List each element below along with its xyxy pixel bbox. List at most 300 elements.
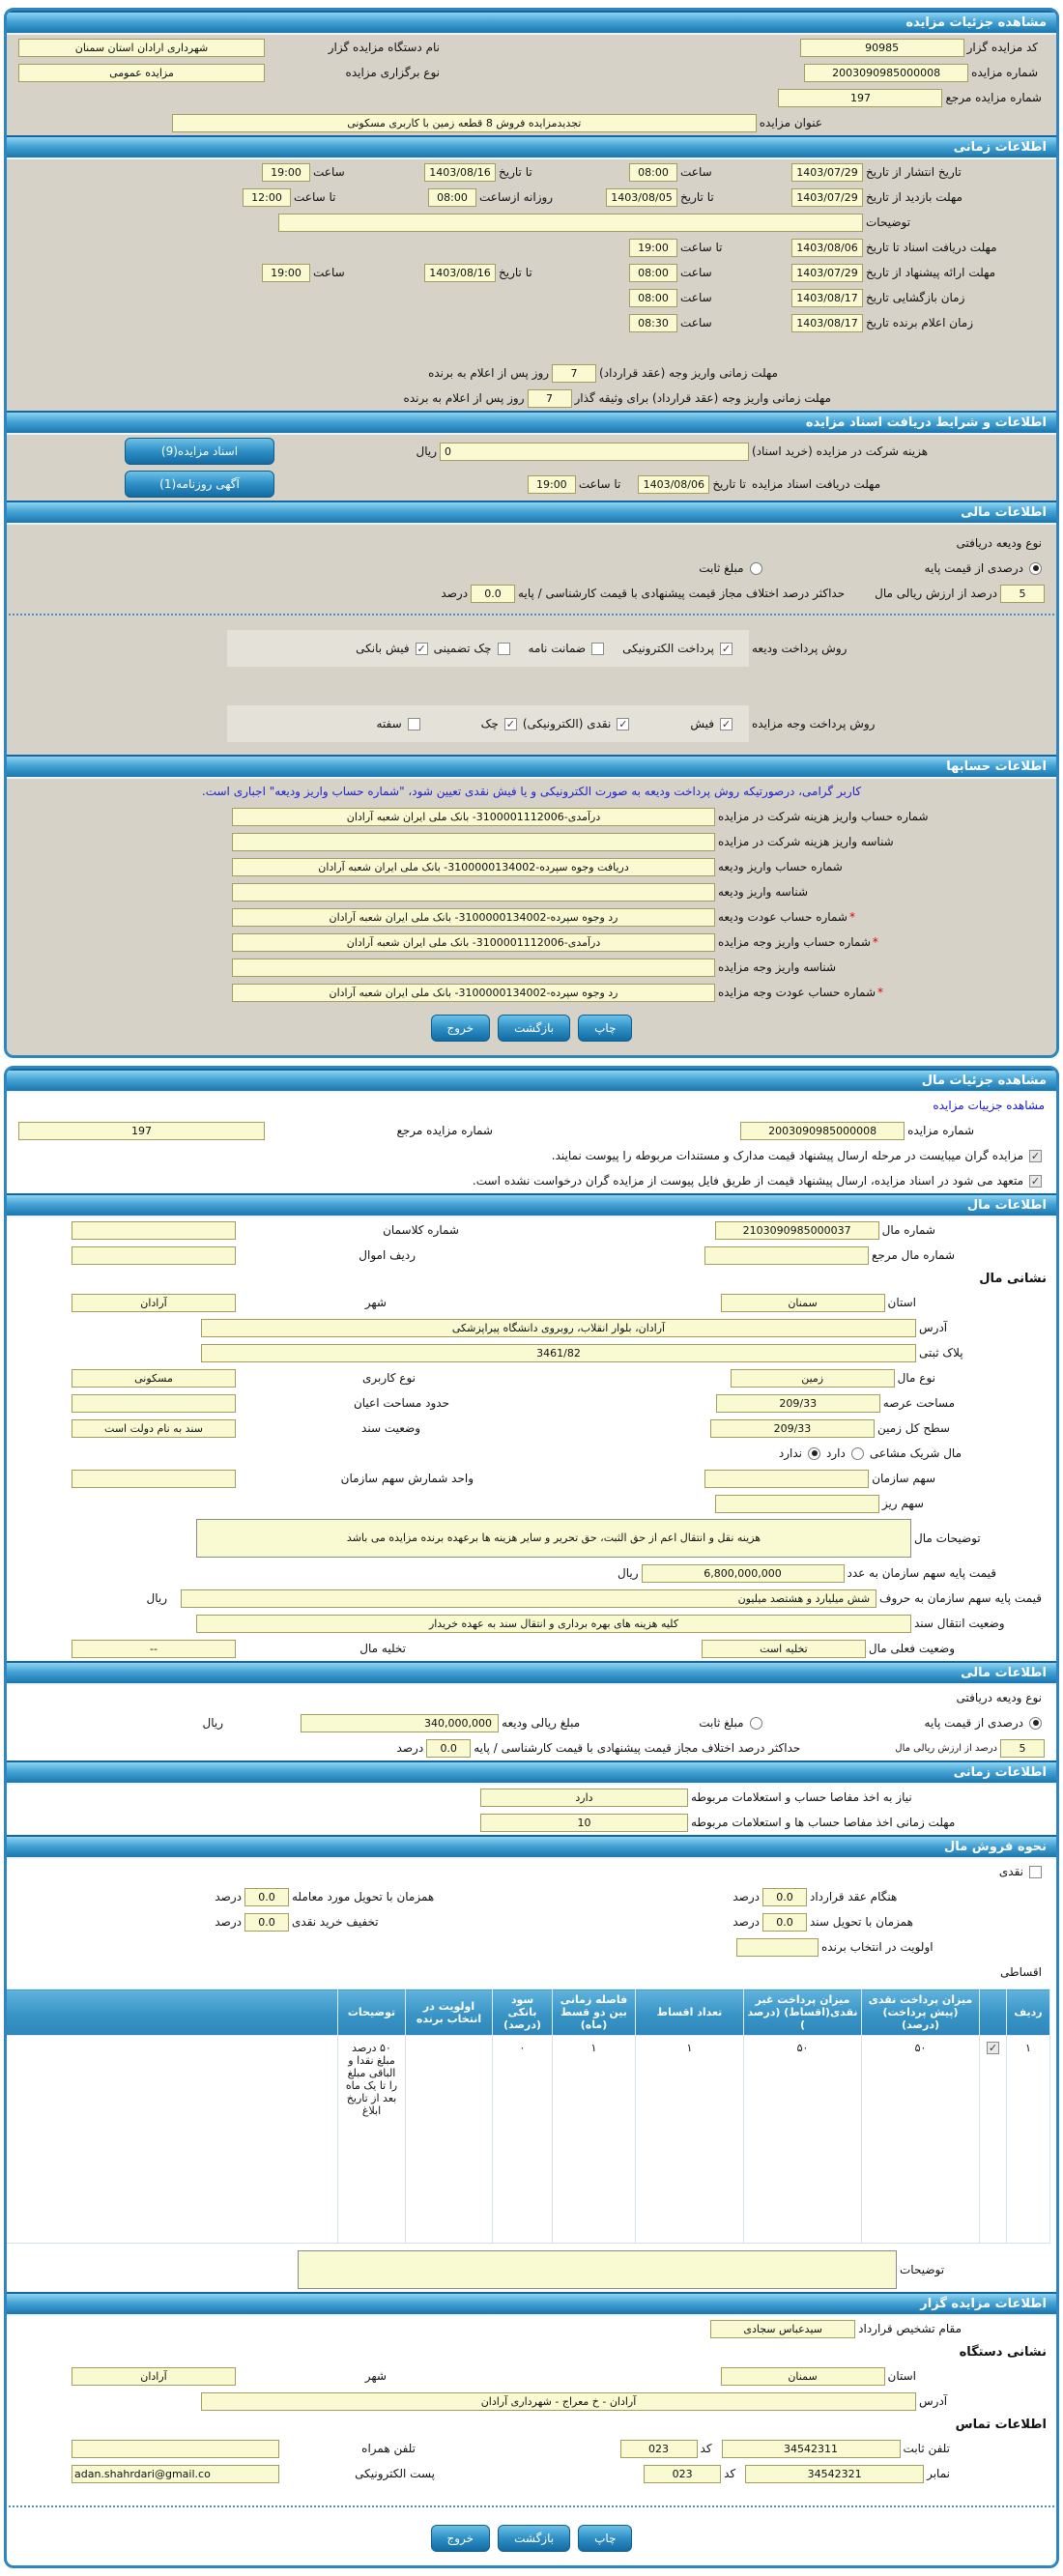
clearance-deadline-input[interactable]: 10 — [480, 1814, 688, 1832]
max-diff-input[interactable]: 0.0 — [426, 1739, 471, 1758]
joint-owner-label: مال شریک مشاعی — [869, 1446, 962, 1460]
contract-authority-input[interactable]: سیدعباس سجادی — [710, 2320, 855, 2338]
row-account-auction-return — [7, 980, 1056, 1005]
total-land-input[interactable]: 209/33 — [710, 1419, 875, 1438]
deposit-return-account-input[interactable]: رد وجوه سپرده-3100000134002- بانک ملی ایران شعبه آرادان — [232, 908, 715, 927]
fixed-amount-radio[interactable] — [750, 562, 762, 575]
fee-account-input[interactable]: درآمدی-3100001112006- بانک ملی ایران شعبه آرادان — [232, 808, 715, 826]
docs-deadline-time-input[interactable]: 19:00 — [629, 239, 677, 257]
percent-of-base-label: درصدی از قیمت پایه — [924, 561, 1023, 575]
auction-number-input[interactable]: 2003090985000008 — [804, 64, 968, 82]
row-guarantor-payment-deadline — [7, 386, 1056, 411]
phone-label: تلفن ثابت — [903, 2442, 950, 2455]
deposit-id-label: شناسه واریز ودیعه — [718, 885, 809, 899]
auction-pay-id-input[interactable] — [232, 959, 715, 977]
cash-sale-label: نقدی — [998, 1865, 1023, 1878]
vacating-label: تخلیه مال — [359, 1642, 406, 1655]
org-share-input[interactable] — [704, 1470, 869, 1488]
fee-account-label: شماره حساب واریز هزینه شرکت در مزایده — [718, 810, 929, 823]
row-docs-receive-deadline — [7, 468, 1056, 501]
fax-code-input[interactable]: 023 — [644, 2465, 721, 2483]
section-title: اطلاعات حسابها — [946, 759, 1047, 774]
opening-time-input[interactable]: 08:00 — [629, 289, 677, 307]
asset-ref-label: شماره مال مرجع — [871, 1248, 955, 1262]
to-hour-label: تا ساعت — [680, 241, 723, 254]
row-account-fee-id — [7, 829, 1056, 854]
section-title: اطلاعات و شرایط دریافت اسناد مزایده — [805, 415, 1047, 430]
fee-deposit-id-input[interactable] — [232, 833, 715, 851]
no-file-offer-label: متعهد می شود در اسناد مزایده، ارسال پیشنهاد قیمت از طریق فایل پیوست از مزایده گران درخواست نشده است. — [472, 1174, 1023, 1188]
row-contract-payment-deadline — [7, 360, 1056, 386]
installment-table — [4, 1989, 1050, 2244]
row-attach-docs-checkbox — [7, 1143, 1056, 1168]
auction-type-input[interactable]: مزایده عمومی — [18, 64, 265, 82]
asset-row-input[interactable] — [72, 1246, 236, 1265]
auction-ref-input[interactable]: 197 — [778, 89, 942, 107]
section-title: اطلاعات مزایده گزار — [920, 2297, 1047, 2311]
cell-select — [980, 2036, 1007, 2244]
to-date-label: تا تاریخ — [712, 477, 746, 491]
fixed-amount-label: مبلغ ثابت — [699, 1716, 744, 1730]
row-cash-checkbox — [7, 1859, 1056, 1884]
winner-priority-input[interactable] — [736, 1938, 819, 1957]
col-bank-interest: سود بانکی (درصد) — [493, 1989, 553, 2036]
row-org-province-city — [7, 2363, 1056, 2389]
panel1-buttons — [7, 1005, 1056, 1055]
org-name-label: نام دستگاه مزایده گزار — [328, 41, 440, 54]
org-share-label: سهم سازمان — [872, 1472, 935, 1485]
contract-authority-label: مقام تشخیص قرارداد — [858, 2322, 962, 2335]
row-base-price-number — [7, 1560, 1056, 1586]
classification-number-input[interactable] — [72, 1221, 236, 1240]
registration-plate-input[interactable]: 3461/82 — [201, 1344, 916, 1362]
guarantee-letter-checkbox[interactable] — [591, 643, 604, 655]
receipt-label: فیش — [690, 717, 714, 730]
offer-from-date-input[interactable]: 1403/07/29 — [791, 264, 863, 282]
attach-docs-checkbox[interactable] — [1029, 1150, 1042, 1162]
auction-title-label: عنوان مزایده — [759, 116, 822, 129]
deed-status-label: وضعیت سند — [361, 1421, 420, 1435]
opening-time-label: زمان بازگشایی تاریخ — [866, 291, 965, 304]
guarantee-letter-label: ضمانت نامه — [528, 642, 587, 655]
hour-label: ساعت — [680, 165, 712, 179]
mobile-input[interactable] — [72, 2440, 279, 2458]
row-percent-value-2 — [7, 1735, 1056, 1760]
row-province-city — [7, 1290, 1056, 1315]
cell-blank — [4, 2036, 338, 2244]
row-deposit-type-2 — [7, 1685, 1056, 1710]
row-installment-heading — [7, 1960, 1056, 1985]
phone-code-input[interactable]: 023 — [620, 2440, 698, 2458]
offer-to-date-input[interactable]: 1403/08/16 — [424, 264, 496, 282]
row-clearance-deadline — [7, 1810, 1056, 1835]
asset-row-label: ردیف اموال — [359, 1248, 416, 1262]
guarantor-payment-label: مهلت زمانی واریز وجه (عقد قرارداد) برای وثیقه گذار — [574, 391, 831, 405]
fax-input[interactable]: 34542321 — [745, 2465, 924, 2483]
row-asset-desc — [7, 1516, 1056, 1560]
days-after-winner-label: روز پس از اعلام به برنده — [403, 391, 525, 405]
time-desc-input[interactable] — [278, 214, 863, 232]
winner-priority-label: اولویت در انتخاب برنده — [821, 1940, 934, 1954]
section-header-auctioneer — [7, 2292, 1056, 2316]
vacating-input[interactable]: -- — [72, 1640, 236, 1658]
auction-payment-method-group — [227, 705, 749, 742]
row-address — [7, 1315, 1056, 1340]
deed-status-input[interactable]: سند به نام دولت است — [72, 1419, 236, 1438]
deposit-amount-input[interactable]: 340,000,000 — [301, 1714, 499, 1732]
panel-title: مشاهده جزئیات مزایده — [905, 15, 1047, 30]
row-participation-fee — [7, 435, 1056, 468]
percent-value-input[interactable]: 5 — [1000, 1739, 1045, 1758]
row-asset-ref — [7, 1243, 1056, 1268]
col-blank — [4, 1989, 338, 2036]
detail-share-input[interactable] — [715, 1495, 879, 1513]
asset-ref-input[interactable] — [704, 1246, 869, 1265]
check-label: چک — [480, 717, 499, 730]
installment-table-row — [4, 2036, 1050, 2244]
dotted-divider — [9, 2505, 1054, 2507]
row-area — [7, 1390, 1056, 1416]
daily-from-hour-label: روزانه ازساعت — [479, 190, 554, 204]
section-title: اطلاعات زمانی — [953, 1765, 1047, 1780]
row-org-address — [7, 2389, 1056, 2414]
code-label: کد — [724, 2467, 736, 2480]
docs-receive-date-input[interactable]: 1403/08/06 — [638, 475, 709, 494]
row-docs-deadline — [7, 235, 1056, 260]
to-hour-label: تا ساعت — [578, 477, 621, 491]
row-deposit-type — [7, 530, 1056, 556]
receipt-checkbox[interactable] — [720, 718, 733, 730]
percent-value-input[interactable]: 5 — [1000, 585, 1045, 603]
org-city-label: شهر — [364, 2369, 387, 2383]
installment-label: اقساطی — [1000, 1965, 1042, 1979]
row-no-file-offer-checkbox — [7, 1168, 1056, 1193]
auction-code-label: کد مزایده گزار — [966, 41, 1038, 54]
to-date-label: تا تاریخ — [680, 190, 714, 204]
row-sale-percents-2 — [7, 1909, 1056, 1934]
docs-receive-deadline-label: مهلت دریافت اسناد مزایده — [752, 477, 881, 491]
auction-docs-button[interactable]: اسناد مزایده(9) — [125, 438, 274, 465]
row-account-auction-pay-id — [7, 955, 1056, 980]
section-header-accounts — [7, 755, 1056, 779]
joint-owner-no-radio[interactable] — [808, 1447, 820, 1460]
fixed-amount-radio[interactable] — [750, 1717, 762, 1730]
row-code-org — [7, 35, 1056, 60]
deposit-method-group — [227, 630, 749, 667]
auction-ref-label: شماره مزایده مرجع — [945, 91, 1042, 104]
asset-desc-label: توضیحات مال — [914, 1531, 981, 1545]
check-checkbox[interactable] — [504, 718, 517, 730]
auction-ref-label: شماره مزایده مرجع — [396, 1124, 493, 1137]
at-deed-label: همزمان با تحویل سند — [810, 1915, 913, 1929]
offer-to-time-input[interactable]: 19:00 — [262, 264, 310, 282]
row-auction-details-link — [7, 1093, 1056, 1118]
deed-transfer-input[interactable]: کلیه هزینه های بهره برداری و انتقال سند به عهده خریدار — [196, 1615, 911, 1633]
visit-from-time-input[interactable]: 08:00 — [428, 188, 476, 207]
city-input[interactable]: آرادان — [72, 1294, 236, 1312]
row-detail-share — [7, 1491, 1056, 1516]
publish-from-time-input[interactable]: 08:00 — [629, 163, 677, 182]
mobile-label: تلفن همراه — [361, 2442, 416, 2455]
max-diff-label: حداکثر درصد اختلاف مجاز قیمت پیشنهادی با قیمت کارشناسی / پایه — [518, 587, 846, 600]
sale-desc-label: توضیحات — [900, 2263, 945, 2276]
winner-time-input[interactable]: 08:30 — [629, 314, 677, 332]
cell-installment-gap: ۱ — [553, 2036, 636, 2244]
org-city-input[interactable]: آرادان — [72, 2367, 236, 2386]
auction-payment-method-label: روش پرداخت وجه مزایده — [752, 717, 876, 730]
percent-label: درصد — [441, 587, 469, 600]
deposit-account-input[interactable]: دریافت وجوه سپرده-3100000134002- بانک ملی ایران شعبه آرادان — [232, 858, 715, 876]
building-area-input[interactable] — [72, 1394, 236, 1413]
total-land-label: سطح کل زمین — [876, 1421, 950, 1435]
asset-type-input[interactable]: زمین — [731, 1369, 895, 1388]
max-diff-input[interactable]: 0.0 — [471, 585, 515, 603]
visit-to-date-input[interactable]: 1403/08/05 — [606, 188, 677, 207]
base-price-words-input[interactable]: شش میلیارد و هشتصد میلیون — [181, 1589, 876, 1608]
offer-from-time-input[interactable]: 08:00 — [629, 264, 677, 282]
winner-time-label: زمان اعلام برنده تاریخ — [866, 316, 973, 329]
percent-label: درصد — [396, 1741, 424, 1755]
detail-share-label: سهم ریز — [881, 1497, 924, 1510]
land-area-label: مساحت عرصه — [882, 1396, 955, 1410]
row-account-deposit — [7, 854, 1056, 879]
cell-bank-interest: ۰ — [493, 2036, 553, 2244]
auction-pay-id-label: شناسه واریز وجه مزایده — [718, 960, 837, 974]
deposit-id-input[interactable] — [232, 883, 715, 902]
contract-payment-label: مهلت زمانی واریز وجه (عقد قرارداد) — [599, 366, 778, 380]
row-ref-number — [7, 85, 1056, 110]
cash-sale-checkbox[interactable] — [1029, 1866, 1042, 1878]
deposit-method-label: روش پرداخت ودیعه — [752, 642, 848, 655]
asset-number-input[interactable]: 2103090985000037 — [715, 1221, 879, 1240]
auction-details-link[interactable]: مشاهده جزییات مزایده — [933, 1099, 1045, 1112]
at-deed-input[interactable]: 0.0 — [762, 1913, 807, 1932]
to-date-label: تا تاریخ — [499, 266, 532, 279]
at-delivery-label: همزمان با تحویل مورد معامله — [292, 1890, 435, 1903]
section-header-asset-details — [7, 1069, 1056, 1093]
joint-owner-yes-radio[interactable] — [851, 1447, 864, 1460]
row-current-status — [7, 1636, 1056, 1661]
current-status-input[interactable]: تخلیه است — [702, 1640, 866, 1658]
percent-of-value-label: درصد از ارزش ریالی مال — [895, 1742, 997, 1754]
joint-owner-yes-label: دارد — [826, 1446, 846, 1460]
org-province-input[interactable]: سمنان — [721, 2367, 885, 2386]
docs-receive-time-input[interactable]: 19:00 — [528, 475, 576, 494]
winner-date-input[interactable]: 1403/08/17 — [791, 314, 863, 332]
row-percent-value — [7, 581, 1056, 606]
auction-return-account-label: * شماره حساب عودت وجه مزایده — [718, 986, 1042, 999]
cash-electronic-label: نقدی (الکترونیکی) — [522, 717, 612, 730]
promissory-note-checkbox[interactable] — [408, 718, 420, 730]
attach-docs-label: مزایده گران میبایست در مرحله ارسال پیشنهاد قیمت مدارک و مستندات مربوطه را پیوست نمایند. — [551, 1149, 1023, 1162]
exit-button[interactable]: خروج — [431, 2525, 491, 2552]
auction-type-label: نوع برگزاری مزایده — [345, 66, 440, 79]
row-deed-transfer — [7, 1611, 1056, 1636]
building-area-label: حدود مساحت اعیان — [353, 1396, 449, 1410]
panel-title: مشاهده جزئیات مال — [921, 1073, 1047, 1088]
auction-title-input[interactable]: تجدیدمزایده فروش 8 قطعه زمین با کاربری مسکونی — [172, 114, 757, 132]
cash-discount-label: تخفیف خرید نقدی — [292, 1915, 379, 1929]
auction-number-input[interactable]: 2003090985000008 — [740, 1122, 905, 1140]
row-publish-time — [7, 159, 1056, 185]
org-share-unit-input[interactable] — [72, 1470, 236, 1488]
deposit-return-account-label: * شماره حساب عودت ودیعه — [718, 910, 1042, 924]
rial-label: ریال — [146, 1591, 168, 1605]
org-address-heading: نشانی دستگاه — [959, 2345, 1047, 2360]
org-share-unit-label: واحد شمارش سهم سازمان — [340, 1472, 474, 1485]
email-input[interactable]: adan.shahrdari@gmail.co — [72, 2465, 279, 2483]
cell-installment-count: ۱ — [636, 2036, 744, 2244]
row-sale-percents-1 — [7, 1884, 1056, 1909]
newspaper-ad-button[interactable]: آگهی روزنامه(1) — [125, 471, 274, 498]
row-account-deposit-return — [7, 904, 1056, 930]
code-label: کد — [700, 2442, 712, 2455]
auction-return-account-input[interactable]: رد وجوه سپرده-3100000134002- بانک ملی ایران شعبه آرادان — [232, 984, 715, 1002]
section-header-financial-2 — [7, 1661, 1056, 1685]
section-header-financial — [7, 501, 1056, 525]
print-button[interactable]: چاپ — [578, 2525, 632, 2552]
percent-of-base-radio[interactable] — [1029, 1717, 1042, 1730]
org-province-label: استان — [887, 2369, 916, 2383]
publish-from-date-input[interactable]: 1403/07/29 — [791, 163, 863, 182]
dotted-divider — [9, 614, 1054, 615]
to-hour-label: تا ساعت — [294, 190, 336, 204]
row-asset-number — [7, 1217, 1056, 1243]
bank-receipt-label: فیش بانکی — [356, 642, 410, 655]
contact-info-heading: اطلاعات تماس — [955, 2418, 1047, 2432]
usage-type-input[interactable]: مسکونی — [72, 1369, 236, 1388]
row-winner-announce-time — [7, 310, 1056, 335]
phone-input[interactable]: 34542311 — [722, 2440, 901, 2458]
electronic-payment-label: پرداخت الکترونیکی — [622, 642, 714, 655]
days-after-winner-label: روز پس از اعلام به برنده — [428, 366, 550, 380]
time-desc-label: توضیحات — [866, 215, 911, 229]
base-price-number-label: قیمت پایه سهم سازمان به عدد — [847, 1566, 996, 1580]
electronic-payment-checkbox[interactable] — [720, 643, 733, 655]
asset-type-label: نوع مال — [897, 1371, 935, 1385]
base-price-number-input[interactable]: 6,800,000,000 — [642, 1564, 845, 1583]
rial-label: ریال — [618, 1566, 639, 1580]
section-header-auction-details — [7, 11, 1056, 35]
asset-desc-textarea[interactable]: هزینه نقل و انتقال اعم از حق الثبت، حق تحریر و سایر هزینه ها برعهده برنده مزایده می باشد — [196, 1519, 911, 1558]
sale-desc-textarea[interactable] — [298, 2250, 897, 2289]
row-asset-type-usage — [7, 1365, 1056, 1390]
publish-to-time-input[interactable]: 19:00 — [262, 163, 310, 182]
row-number-type — [7, 60, 1056, 85]
org-address-input[interactable]: آرادان - خ معراج - شهرداری آرادان — [201, 2392, 916, 2411]
clearance-need-input[interactable]: دارد — [480, 1789, 688, 1807]
cell-cash-percent: ۵۰ — [862, 2036, 980, 2244]
hour-label: ساعت — [680, 316, 712, 329]
section-header-time-info-2 — [7, 1760, 1056, 1785]
section-title: نحوه فروش مال — [944, 1840, 1047, 1854]
row-clearance-need — [7, 1785, 1056, 1810]
col-select — [980, 1989, 1007, 2036]
hour-label: ساعت — [313, 165, 345, 179]
at-contract-input[interactable]: 0.0 — [762, 1888, 807, 1906]
row-fax — [7, 2461, 1056, 2486]
auction-ref-input[interactable]: 197 — [18, 1122, 265, 1140]
row-opening-time — [7, 285, 1056, 310]
row-phone — [7, 2436, 1056, 2461]
percent-label: درصد — [215, 1915, 242, 1929]
back-button[interactable]: بازگشت — [498, 1015, 570, 1042]
docs-deadline-date-input[interactable]: 1403/08/06 — [791, 239, 863, 257]
exit-button[interactable]: خروج — [431, 1015, 491, 1042]
back-button[interactable]: بازگشت — [498, 2525, 570, 2552]
visit-from-date-input[interactable]: 1403/07/29 — [791, 188, 863, 207]
clearance-need-label: نیاز به اخذ مفاصا حساب و استعلامات مربوطه — [691, 1790, 912, 1804]
org-name-input[interactable]: شهرداری ارادان استان سمنان — [18, 39, 265, 57]
visit-to-time-input[interactable]: 12:00 — [243, 188, 291, 207]
auction-number-label: شماره مزایده — [907, 1124, 974, 1137]
percent-of-base-radio[interactable] — [1029, 562, 1042, 575]
section-title: اطلاعات مالی — [961, 1666, 1047, 1680]
auction-details-panel — [4, 8, 1059, 1058]
auction-pay-account-input[interactable]: درآمدی-3100001112006- بانک ملی ایران شعبه آرادان — [232, 933, 715, 952]
opening-date-input[interactable]: 1403/08/17 — [791, 289, 863, 307]
province-input[interactable]: سمنان — [721, 1294, 885, 1312]
row-winner-priority — [7, 1934, 1056, 1960]
org-address-label: آدرس — [919, 2394, 948, 2408]
accounts-notice: کاربر گرامی، درصورتیکه روش پرداخت ودیعه به صورت الکترونیکی و یا فیش نقدی تعیین شود، "شماره حساب واریز ودیعه" اجباری است. — [201, 785, 862, 798]
row-total-land — [7, 1416, 1056, 1441]
rial-label: ریال — [416, 444, 437, 458]
deposit-amount-label: مبلغ ریالی ودیعه — [502, 1716, 581, 1730]
at-delivery-input[interactable]: 0.0 — [244, 1888, 289, 1906]
auction-code-input[interactable]: 90985 — [800, 39, 964, 57]
no-file-offer-checkbox[interactable] — [1029, 1175, 1042, 1188]
asset-address-heading: نشانی مال — [979, 1272, 1047, 1286]
classification-number-label: شماره کلاسمان — [383, 1223, 459, 1237]
percent-label: درصد — [733, 1915, 760, 1929]
cash-electronic-checkbox[interactable] — [617, 718, 629, 730]
print-button[interactable]: چاپ — [578, 1015, 632, 1042]
installment-table-header-row — [4, 1989, 1050, 2036]
row-visit-time — [7, 185, 1056, 210]
section-title: اطلاعات مال — [966, 1198, 1047, 1213]
bank-receipt-checkbox[interactable] — [416, 643, 428, 655]
contract-payment-days-input[interactable]: 7 — [552, 364, 596, 383]
row-select-checkbox[interactable] — [987, 2042, 999, 2054]
to-date-label: تا تاریخ — [499, 165, 532, 179]
cell-description: ۵۰ درصد مبلغ نقدا و الباقی مبلغ را تا یک ماه بعد از تاریخ ابلاغ — [338, 2036, 406, 2244]
guarantor-payment-days-input[interactable]: 7 — [528, 389, 572, 408]
publish-to-date-input[interactable]: 1403/08/16 — [424, 163, 496, 182]
cash-discount-input[interactable]: 0.0 — [244, 1913, 289, 1932]
land-area-input[interactable]: 209/33 — [716, 1394, 880, 1413]
auction-pay-account-label: * شماره حساب واریز وجه مزایده — [718, 935, 1042, 949]
hour-label: ساعت — [680, 291, 712, 304]
address-label: آدرس — [919, 1321, 948, 1334]
section-header-sale-method — [7, 1835, 1056, 1859]
cell-noncash-percent: ۵۰ — [744, 2036, 862, 2244]
promissory-note-label: سفته — [376, 717, 402, 730]
percent-label: درصد — [215, 1890, 242, 1903]
row-account-auction-pay — [7, 930, 1056, 955]
col-cash-percent: میزان پرداخت نقدی (پیش پرداخت) (درصد) — [862, 1989, 980, 2036]
participation-fee-input[interactable]: 0 — [440, 443, 749, 461]
cell-winner-priority — [406, 2036, 493, 2244]
row-sale-desc — [7, 2247, 1056, 2292]
fax-label: نمابر — [927, 2467, 950, 2480]
fee-deposit-id-label: شناسه واریز هزینه شرکت در مزایده — [718, 835, 894, 848]
address-input[interactable]: آرادان، بلوار انقلاب، روبروی دانشگاه پیراپزشکی — [201, 1319, 916, 1337]
guaranteed-check-checkbox[interactable] — [498, 643, 510, 655]
cell-row-number: ۱ — [1007, 2036, 1050, 2244]
registration-plate-label: پلاک ثبتی — [919, 1346, 963, 1360]
auction-number-label: شماره مزایده — [971, 66, 1038, 79]
